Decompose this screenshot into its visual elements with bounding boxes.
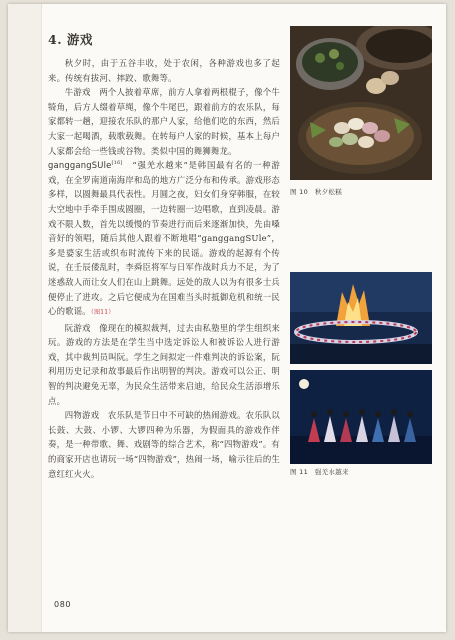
- text-column: [48, 30, 280, 481]
- paragraph-harvest: 秋夕时，由于五谷丰收，处于农闲，各种游戏也多了起来。传统有拔河、摔跤、歌舞等。: [48, 58, 280, 83]
- figure-reference: （图11）: [90, 309, 115, 317]
- term-ganggangsule: ganggangSUle: [48, 160, 112, 171]
- page-number: 080: [54, 600, 72, 609]
- figure-10-caption: 图 10 秋夕松糕: [290, 188, 343, 196]
- songpyeon-illustration: [290, 26, 432, 180]
- bonfire-dance-illustration: [290, 272, 432, 364]
- paragraph-ox-game: 牛游戏 两个人披着草席，前方人拿着两根棍子，像个牛犄角，后方人缀着草绳，像个牛尾巴，跟着前方的农乐队，每家都转一趟，迎接农乐队的那户人家，给他们吃的东西，然后大家一起喝酒，载歌载舞。在转每户人家的时候，基本上每户人家都会给一些钱或谷物。类似中国的舞狮舞龙。: [48, 87, 280, 156]
- page-margin-strip: [8, 4, 42, 632]
- paragraph-ganggangsule: [48, 158, 280, 321]
- moonlight-dance-illustration: [290, 370, 432, 464]
- paragraph-ganggangsule-text: “强羌水越来”是韩国最有名的一种游戏，在全罗南道南海岸和岛的地方广泛分布和传承。游戏形态多样，以圆舞最具代表性。月圆之夜，妇女们身穿韩服，在较大空地中手牵手围成圆圈，一边转圈一边唱歌，直到凌晨。游戏不限人数，首先以缓慢的节奏进行而后来逐渐加快，先由嗓音好的领唱，随后其他人跟着不断地唱“ganggangSUle”，多是婆家生活或织布时流传下来的民谣。游戏的起源有个传说，在壬辰倭乱时，李舜臣将军与日军作战时兵力不足，为了迷惑敌人而让女人们在山上跳舞。远处的敌人以为有很多士兵便停止了进攻。之后它便成为在国难当头时抵御危机和统一民心的歌谣。: [48, 160, 280, 317]
- figure-moonlight-dance-photo: [290, 370, 432, 464]
- section-heading: 4. 游戏: [48, 32, 93, 47]
- paragraph-court-game: 阮游戏 像现在的模拟裁判，过去由私塾里的学生组织来玩。游戏的方法是在学生当中选定诉讼人和被诉讼人进行游戏，其中裁判员叫阮。学生之间拟定一件难判决的诉讼案，阮利用历史记录和故事最后作出明智的判决。游戏可以公正、明智的判决避免无辜，为民众生活带来启迪，给民众生活添增乐点。: [48, 322, 280, 406]
- book-page: [8, 4, 446, 632]
- figure-circle-dance-bonfire-photo: [290, 272, 432, 364]
- footnote-ref: [16]: [111, 160, 123, 167]
- figure-11-caption: 图 11 强羌水越来: [290, 468, 349, 476]
- figure-songpyeon-photo: [290, 26, 432, 180]
- paragraph-samulnori: 四物游戏 农乐队是节日中不可缺的热闹游戏。农乐队以长鼓、大鼓、小锣、大锣四种为乐器，为假面具的游戏作伴奏，是一种带歌、舞、戏剧等的综合艺术，称“四物游戏”。有的商家开店也请玩一场“四物游戏”，热闹一场，喻示往后的生意红红火火。: [48, 410, 280, 479]
